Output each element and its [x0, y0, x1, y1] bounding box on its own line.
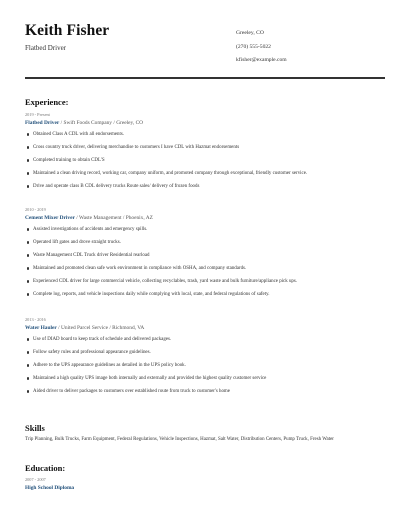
- education-degree: High School Diploma: [25, 484, 75, 491]
- resume-header: [25, 22, 385, 76]
- job-dates: 2010 - 2019: [25, 207, 46, 212]
- list-item: Obtained Class A CDL with all endorsements.: [25, 132, 385, 145]
- contact-info: [236, 27, 287, 68]
- header-divider: [25, 77, 385, 79]
- job-bullets: [25, 132, 385, 197]
- list-item: Drive and operate class B CDL delivery trucks Route sales/ delivery of frozen foods: [25, 184, 385, 197]
- job-title: Cement Mixer Driver: [25, 214, 75, 221]
- list-item: Follow safety rules and professional appearance guidelines.: [25, 350, 385, 363]
- list-item: Waste Management CDL Truck driver Residential rearload: [25, 253, 385, 266]
- list-item: Assisted investigations of accidents and emergency spills.: [25, 227, 385, 240]
- skills-list: Trip Planning, Bulk Trucks, Farm Equipment, Federal Regulations, Vehicle Inspections, Hazmat, Salt Water, Distribution Centers, Pump Truck, Fresh Water: [25, 437, 334, 442]
- job-line: [25, 215, 385, 221]
- education-entry: [25, 477, 74, 491]
- list-item: Maintained a clean driving record, working car, company uniform, and promoted company through exceptional, friendly customer service.: [25, 171, 385, 184]
- skills-heading: Skills: [25, 423, 45, 433]
- job-meta: / Waste Management / Phoenix, AZ: [74, 214, 153, 221]
- list-item: Completed training to obtain CDL'S: [25, 158, 385, 171]
- list-item: Experienced CDL driver for large commercial vehicle, collecting recyclables, trash, yard waste and bulk furniture/appliance pick ups.: [25, 279, 385, 292]
- list-item: Maintained and promoted clean safe work environment in compliance with OSHA, and company standards.: [25, 266, 385, 279]
- job-meta: / United Parcel Service / Richmond, VA: [56, 324, 145, 331]
- job-title: Flatbed Driver: [25, 119, 60, 126]
- list-item: Maintained a high quality UPS image both internally and externally and provided the highest quality customer service: [25, 376, 385, 389]
- list-item: Adhere to the UPS appearance guidelines as detailed in the UPS policy book.: [25, 363, 385, 376]
- job-entry: [25, 112, 385, 197]
- job-bullets: [25, 227, 385, 305]
- contact-location: Greeley, CO: [236, 30, 264, 36]
- job-meta: / Swift Foods Company / Greeley, CO: [59, 119, 144, 126]
- list-item: Complete log, reports, and vehicle inspections daily while complying with local, state, and federal regulations of safety.: [25, 292, 385, 305]
- contact-email: kfisher@example.com: [236, 57, 287, 63]
- list-item: Use of DIAD board to keep track of schedule and delivered packages.: [25, 337, 385, 350]
- job-line: [25, 325, 385, 331]
- education-dates: 2007 - 2007: [25, 477, 46, 482]
- education-heading: Education:: [25, 463, 66, 473]
- candidate-name: Keith Fisher: [25, 22, 110, 39]
- list-item: Aided driver to deliver packages to customers over established route from truck to customer's home: [25, 389, 385, 402]
- candidate-role: Flatbed Driver: [25, 44, 67, 52]
- job-line: [25, 120, 385, 126]
- job-entry: [25, 317, 385, 402]
- job-dates: 2019 - Present: [25, 112, 50, 117]
- job-dates: 2013 - 2016: [25, 317, 46, 322]
- list-item: Operated lift gates and drove straight trucks.: [25, 240, 385, 253]
- contact-phone: (270) 555-5022: [236, 43, 271, 50]
- experience-heading: Experience:: [25, 97, 69, 107]
- list-item: Cross country truck driver, delivering merchandise to customers I have CDL with Hazmat endorsements: [25, 145, 385, 158]
- job-bullets: [25, 337, 385, 402]
- job-entry: [25, 207, 385, 305]
- job-title: Water Hauler: [25, 324, 57, 331]
